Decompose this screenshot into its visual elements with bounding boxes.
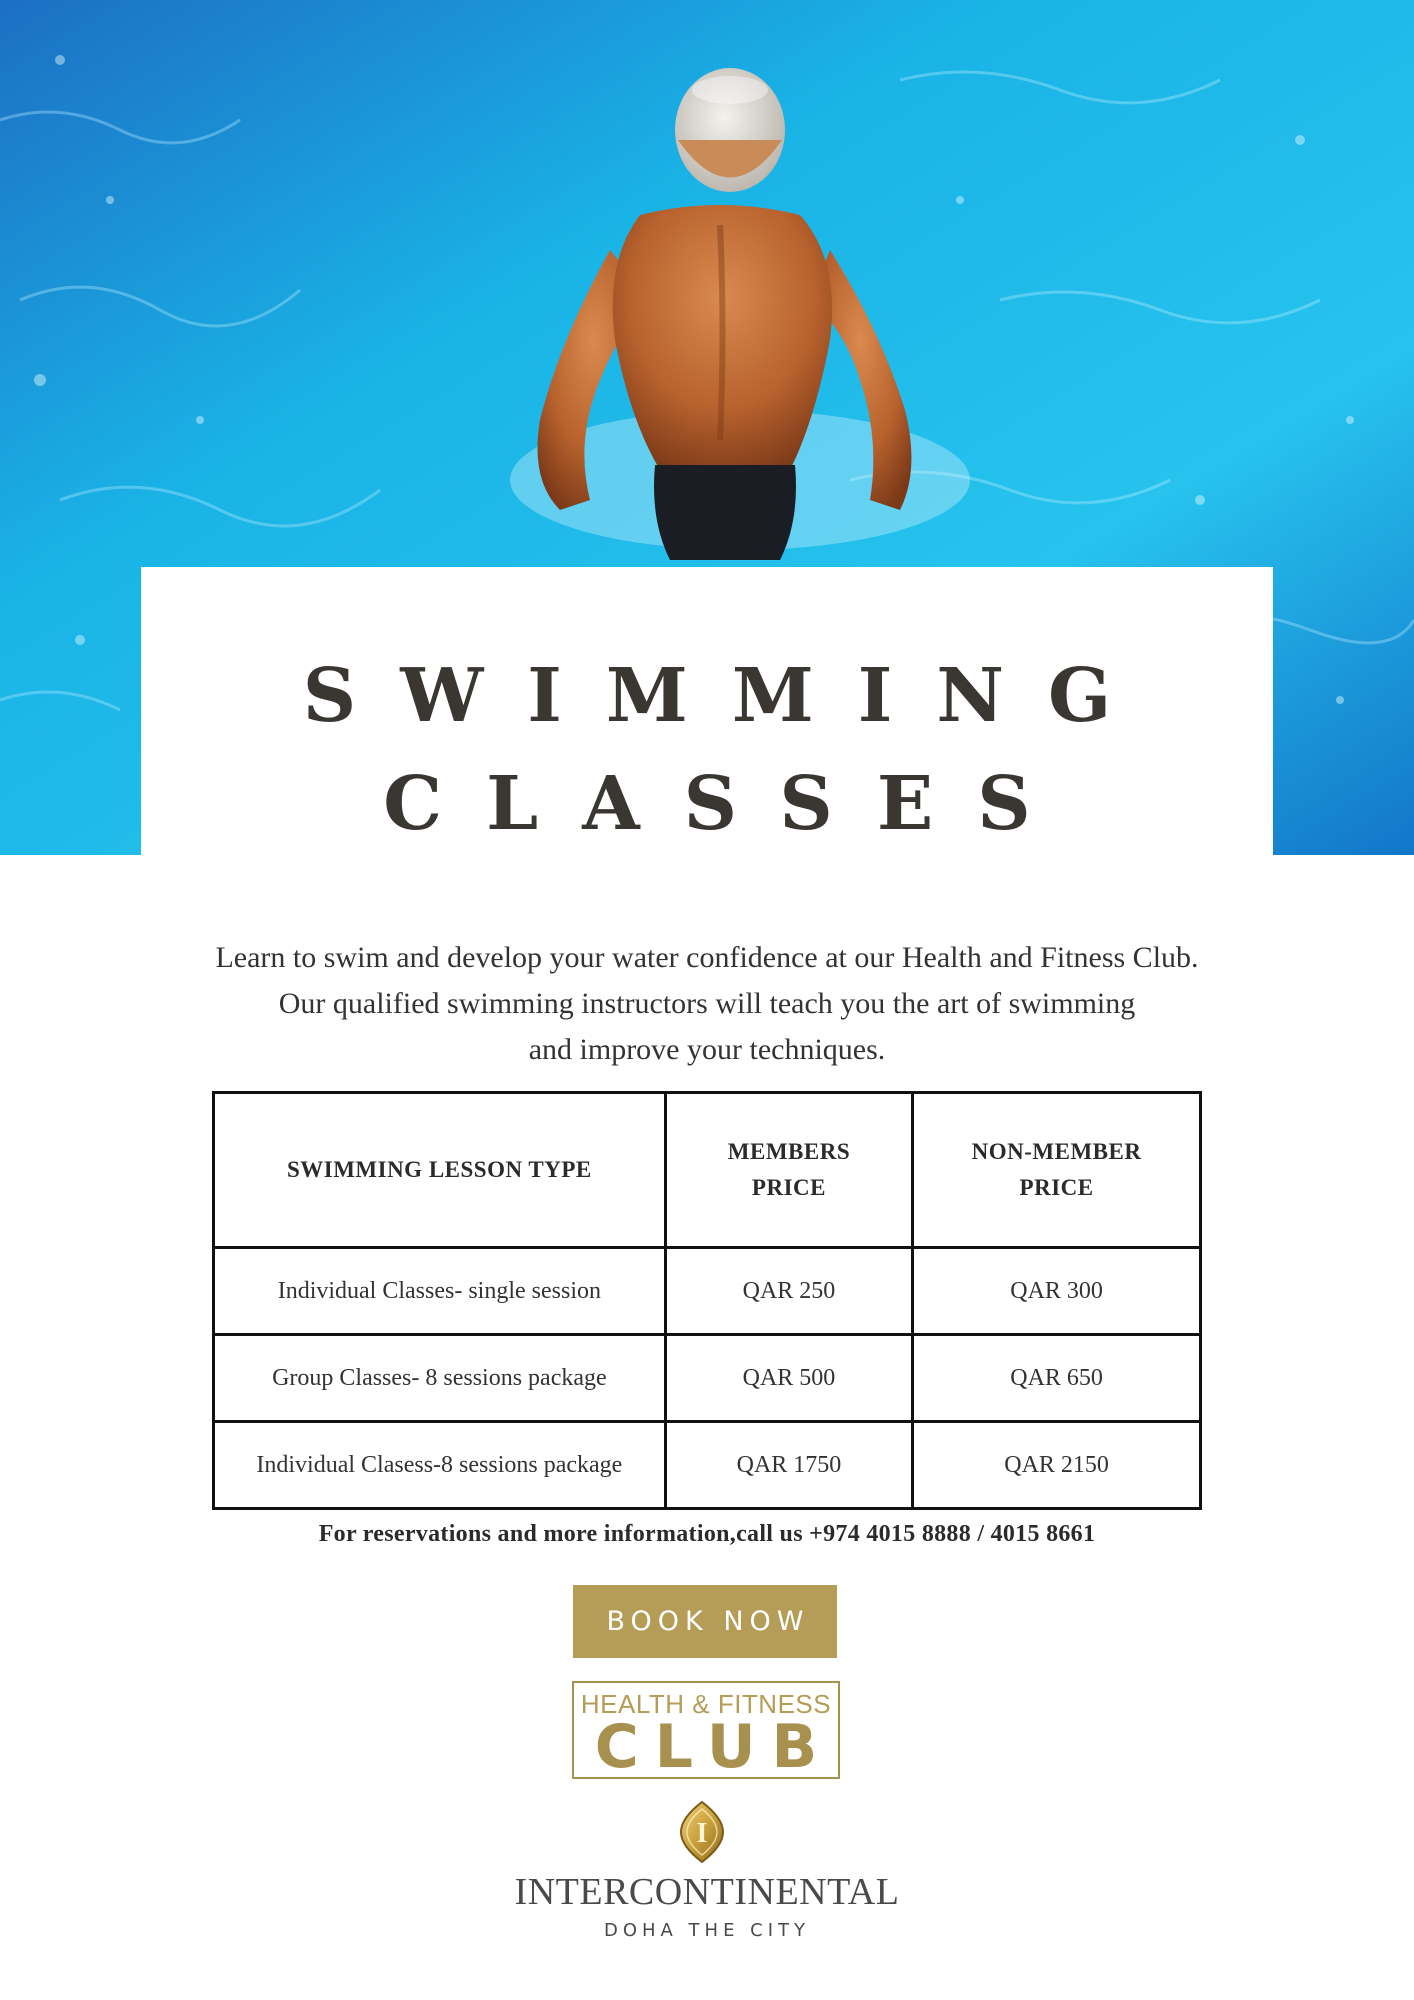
header-lesson-type: SWIMMING LESSON TYPE (214, 1093, 666, 1248)
club-logo-main-text: CLUB (594, 1712, 834, 1782)
header-members-price (665, 1093, 912, 1248)
club-logo (572, 1681, 840, 1782)
header-members-price-label: PRICE (751, 1175, 826, 1200)
page-title-line-1: SWIMMING (302, 653, 1156, 739)
book-now-button[interactable]: BOOK NOW (573, 1585, 837, 1658)
members-price-cell: QAR 250 (665, 1248, 912, 1335)
non-member-price-cell: QAR 300 (913, 1248, 1201, 1335)
intro-line: Our qualified swimming instructors will teach you the art of swimming (278, 987, 1136, 1020)
table-row (214, 1422, 1201, 1509)
contact-info: For reservations and more information,call us +974 4015 8888 / 4015 8661 (318, 1521, 1096, 1547)
non-member-price-cell: QAR 650 (913, 1335, 1201, 1422)
header-members-label: MEMBERS (727, 1139, 851, 1164)
non-member-price-cell: QAR 2150 (913, 1422, 1201, 1509)
emblem-letter: I (696, 1818, 708, 1849)
price-table (212, 1091, 1202, 1510)
page-title-line-2: CLASSES (383, 761, 1075, 847)
lesson-type-cell: Individual Classes- single session (214, 1248, 666, 1335)
brand-location: DOHA THE CITY (603, 1920, 811, 1941)
header-non-member-label: NON-MEMBER (971, 1139, 1142, 1164)
intro-paragraph (90, 935, 1324, 1073)
header-non-member-price-label: PRICE (1019, 1175, 1094, 1200)
table-row (214, 1335, 1201, 1422)
table-row (214, 1248, 1201, 1335)
club-logo-top-text: HEALTH & FITNESS (580, 1689, 832, 1719)
lesson-type-cell: Individual Clasess-8 sessions package (214, 1422, 666, 1509)
lesson-type-cell: Group Classes- 8 sessions package (214, 1335, 666, 1422)
brand-name: INTERCONTINENTAL (514, 1871, 900, 1913)
members-price-cell: QAR 500 (665, 1335, 912, 1422)
members-price-cell: QAR 1750 (665, 1422, 912, 1509)
intro-line: Learn to swim and develop your water confidence at our Health and Fitness Club. (215, 941, 1199, 974)
title-card (141, 567, 1273, 855)
intro-line: and improve your techniques. (528, 1033, 886, 1066)
header-non-member-price (913, 1093, 1201, 1248)
table-header-row (214, 1093, 1201, 1248)
intercontinental-emblem-icon (679, 1800, 725, 1864)
